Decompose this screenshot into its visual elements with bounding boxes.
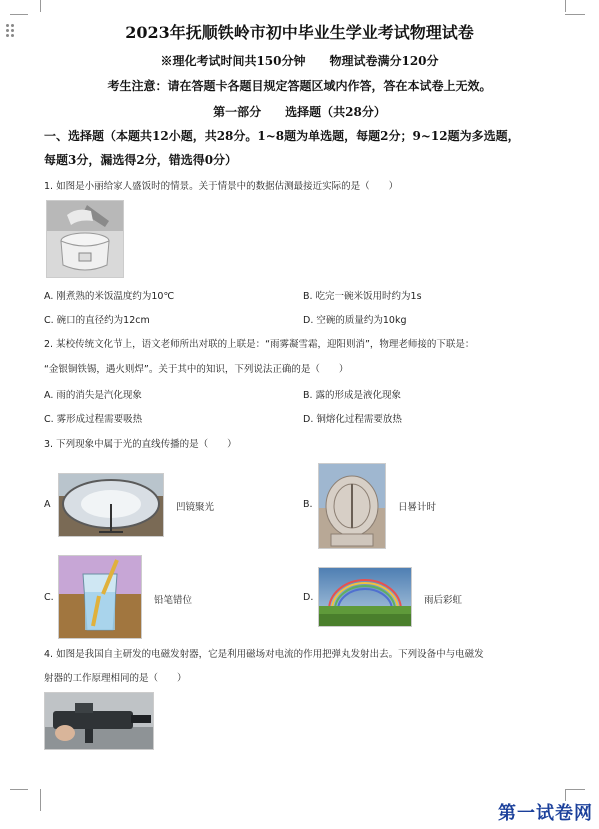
question-3-option-b-caption: 日晷计时: [398, 502, 437, 513]
question-3-image-d-rainbow: [318, 567, 412, 627]
question-3-image-c-pencil-in-water: [58, 555, 142, 639]
section-heading-line1: 一、选择题（本题共12小题，共28分。1~8题为单选题，每题2分；9~12题为多选题，: [44, 129, 520, 143]
crop-mark-top-right-h: [565, 4, 585, 15]
question-3-image-b-sundial: [318, 463, 386, 549]
question-1-option-d: D. 空碗的质量约为10kg: [303, 315, 407, 326]
section-heading: [44, 124, 564, 172]
exam-notice: 考生注意：请在答题卡各题目规定答题区域内作答，答在本试卷上无效。: [107, 79, 492, 93]
question-3-option-a-caption: 凹镜聚光: [176, 502, 215, 513]
question-3-option-c-caption: 铅笔错位: [154, 595, 193, 606]
question-3-image-a-solar-concentrator: [58, 473, 164, 537]
question-3-option-d-caption: 雨后彩虹: [424, 595, 463, 606]
question-1-option-b: B. 吃完一碗米饭用时约为1s: [303, 291, 422, 302]
part-title: 第一部分 选择题（共28分）: [213, 105, 386, 119]
question-1-stem: 1. 如图是小丽给家人盛饭时的情景。关于情景中的数据估测最接近实际的是（ ）: [44, 181, 399, 192]
question-3-option-b-letter: B.: [303, 499, 313, 510]
watermark-logo: 第一试卷网: [498, 803, 593, 824]
exam-title: 2023年抚顺铁岭市初中毕业生学业考试物理试卷: [125, 23, 474, 42]
question-3-option-a-letter: A: [44, 499, 51, 510]
question-1-option-c: C. 碗口的直径约为12cm: [44, 315, 150, 326]
question-3-option-d-letter: D.: [303, 592, 314, 603]
question-2-stem-line1: 2. 某校传统文化节上，语文老师所出对联的上联是：“雨雾凝雪霜，迎阳则消”，物理老师接的下联是：: [44, 339, 475, 350]
question-1-image: [46, 200, 124, 278]
question-4-stem-line2: 射器的工作原理相同的是（ ）: [44, 673, 187, 684]
question-2-option-a: A. 雨的消失是汽化现象: [44, 390, 142, 401]
crop-mark-top-left: [26, 0, 41, 12]
question-3-stem: 3. 下列现象中属于光的直线传播的是（ ）: [44, 439, 237, 450]
question-2-option-b: B. 露的形成是液化现象: [303, 390, 402, 401]
question-2-option-c: C. 雾形成过程需要吸热: [44, 414, 143, 425]
question-4-image-electromagnetic-launcher: [44, 692, 154, 750]
question-2-option-d: D. 铜熔化过程需要放热: [303, 414, 402, 425]
crop-mark-top-left-h: [10, 4, 28, 15]
question-3-option-c-letter: C.: [44, 592, 54, 603]
section-heading-line2: 每题3分，漏选得2分，错选得0分）: [44, 153, 238, 167]
question-1-option-a: A. 刚煮熟的米饭温度约为10℃: [44, 291, 175, 302]
question-2-stem-line2: “金银铜铁锡，遇火则焊”。关于其中的知识，下列说法正确的是（ ）: [44, 364, 349, 375]
crop-mark-bottom-left: [26, 789, 41, 811]
exam-info: ※理化考试时间共150分钟 物理试卷满分120分: [160, 54, 439, 68]
question-4-stem-line1: 4. 如图是我国自主研发的电磁发射器，它是利用磁场对电流的作用把弹丸发射出去。下列设备中与电磁发: [44, 649, 484, 660]
crop-mark-bottom-left-h: [10, 789, 28, 800]
